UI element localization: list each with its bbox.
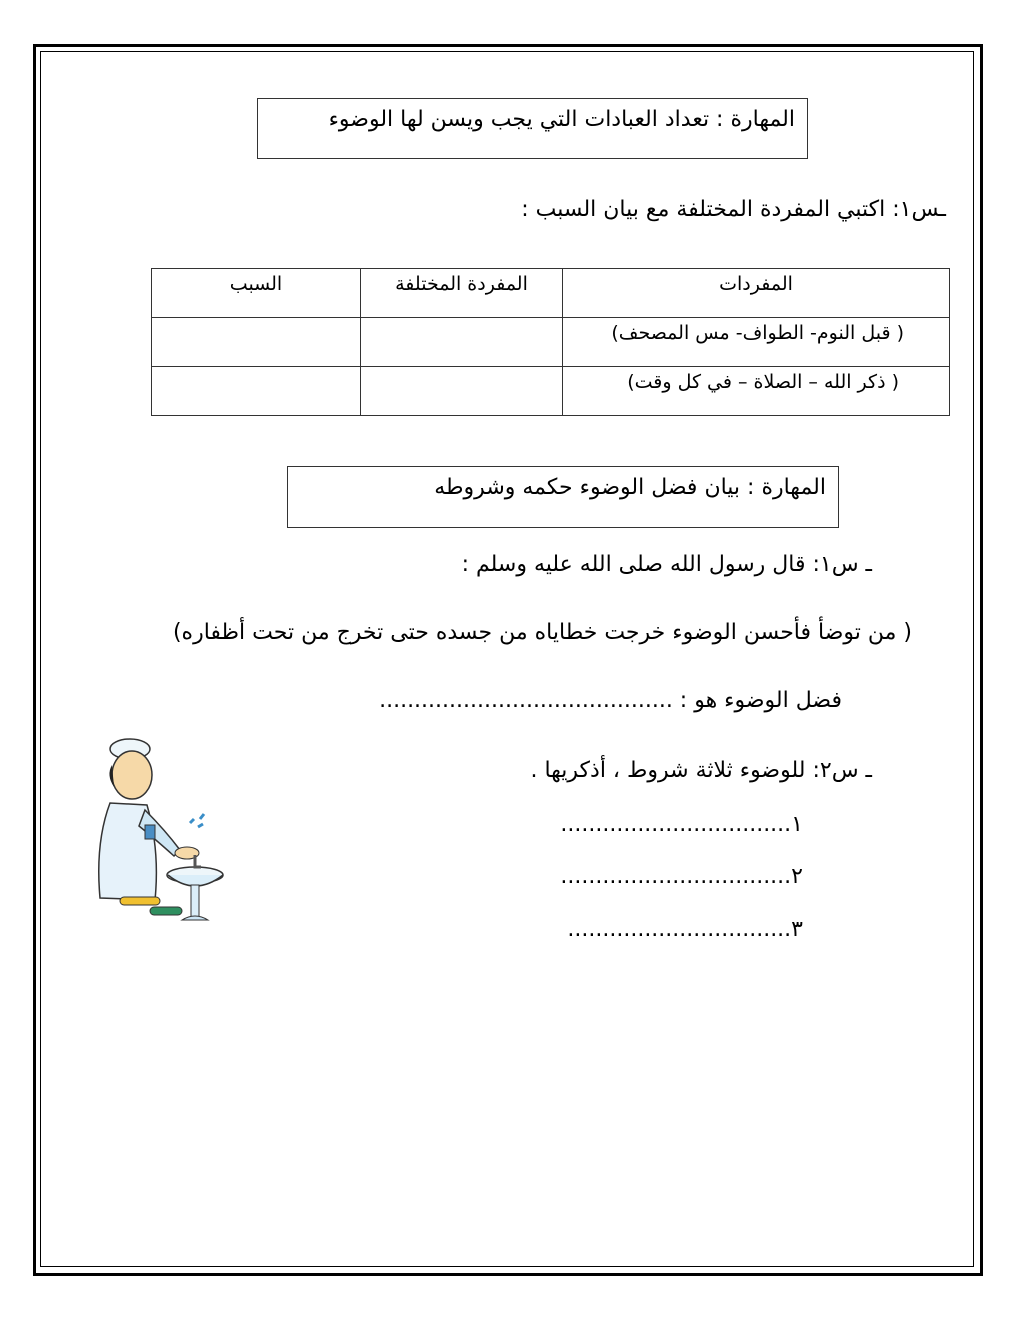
cell-reason[interactable]	[152, 367, 361, 416]
skill-label-1: المهارة : تعداد العبادات التي يجب ويسن لها الوضوء	[328, 107, 795, 132]
answer-line-2[interactable]: ٢.................................	[560, 864, 803, 889]
question-1: ـس١: اكتبي المفردة المختلفة مع بيان السبب :	[521, 197, 946, 222]
answer-line-1[interactable]: ١.................................	[560, 812, 803, 837]
skill-box-2	[287, 466, 839, 528]
table-header-row	[152, 269, 950, 318]
hadith-text: ( من توضأ فأحسن الوضوء خرجت خطاياه من جسده حتى تخرج من تحت أظفاره)	[172, 620, 912, 645]
cell-vocab: ( قبل النوم- الطواف- مس المصحف)	[563, 318, 950, 367]
cell-odd-one[interactable]	[361, 367, 563, 416]
table-row	[152, 367, 950, 416]
header-odd-one: المفردة المختلفة	[361, 269, 563, 318]
cell-vocab: ( ذكر الله – الصلاة – في كل وقت)	[563, 367, 950, 416]
answer-prompt[interactable]: فضل الوضوء هو : ..........................................	[379, 688, 842, 713]
header-vocab: المفردات	[563, 269, 950, 318]
skill-box-1	[257, 98, 808, 159]
boy-washing-hands-illustration	[90, 735, 230, 930]
skill-label-2: المهارة : بيان فضل الوضوء حكمه وشروطه	[434, 475, 826, 500]
question-2-2: ـ س٢: للوضوء ثلاثة شروط ، أذكريها .	[530, 758, 872, 783]
cell-odd-one[interactable]	[361, 318, 563, 367]
vocab-table	[151, 268, 950, 416]
cell-reason[interactable]	[152, 318, 361, 367]
answer-line-3[interactable]: ٣................................	[567, 917, 803, 942]
question-2-1: ـ س١: قال رسول الله صلى الله عليه وسلم :	[461, 552, 872, 577]
table-row	[152, 318, 950, 367]
header-reason: السبب	[152, 269, 361, 318]
page-border-inner	[40, 51, 974, 1267]
